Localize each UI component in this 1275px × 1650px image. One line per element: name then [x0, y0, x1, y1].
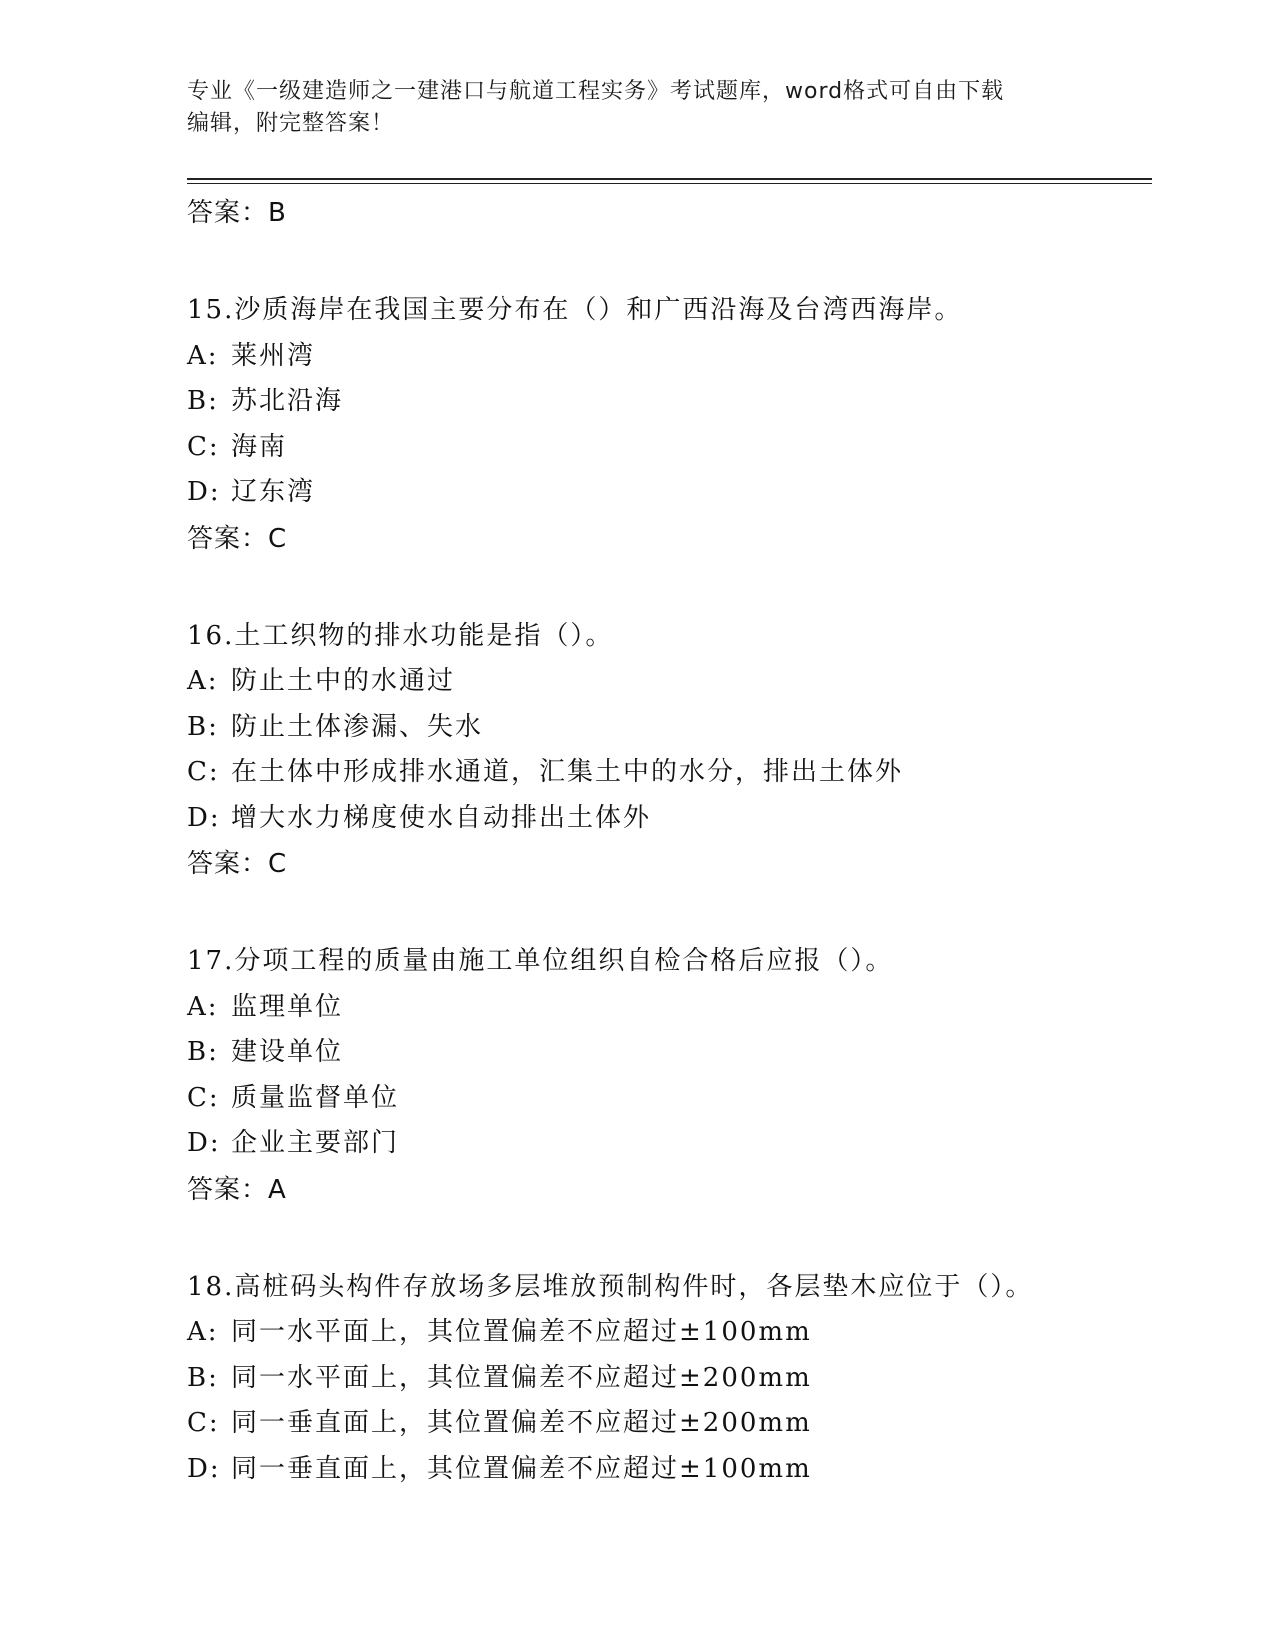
- option-letter: B:: [187, 386, 219, 416]
- option-letter: C:: [187, 1082, 220, 1113]
- option-text: 同一水平面上，其位置偏差不应超过±100mm: [231, 1317, 812, 1347]
- option-text: 莱州湾: [231, 340, 316, 371]
- option-letter: A:: [187, 991, 219, 1022]
- option-b: [187, 1356, 1147, 1402]
- option-letter: B:: [187, 711, 219, 742]
- question-block: [187, 939, 1147, 1213]
- option-text: 质量监督单位: [231, 1082, 400, 1113]
- option-d: [187, 1447, 1147, 1493]
- question-block: [187, 288, 1147, 562]
- header-line-2: 编辑，附完整答案！: [187, 111, 395, 136]
- question-stem: 15.沙质海岸在我国主要分布在（）和广西沿海及台湾西海岸。: [187, 295, 963, 325]
- option-letter: D:: [187, 1128, 221, 1158]
- header-divider-thin: [187, 183, 1152, 184]
- option-c: [187, 1401, 1147, 1447]
- option-text: 同一垂直面上，其位置偏差不应超过±100mm: [231, 1453, 812, 1484]
- question-stem: 18.高桩码头构件存放场多层堆放预制构件时，各层垫木应位于（）。: [187, 1271, 1034, 1302]
- question-block: [187, 614, 1147, 888]
- header-divider-thick: [187, 178, 1152, 180]
- option-text: 同一水平面上，其位置偏差不应超过±200mm: [231, 1362, 812, 1393]
- answer-line: 答案：C: [187, 849, 288, 879]
- option-text: 苏北沿海: [231, 386, 344, 416]
- option-b: [187, 379, 1147, 425]
- option-text: 监理单位: [231, 991, 344, 1022]
- option-text: 防止土体渗漏、失水: [231, 711, 484, 742]
- option-letter: D:: [187, 1453, 221, 1484]
- option-c: [187, 750, 1147, 796]
- option-b: [187, 705, 1147, 751]
- option-text: 同一垂直面上，其位置偏差不应超过±200mm: [231, 1408, 812, 1438]
- option-b: [187, 1030, 1147, 1076]
- option-letter: C:: [187, 757, 220, 787]
- option-letter: C:: [187, 1408, 220, 1438]
- option-a: [187, 1310, 1147, 1356]
- option-letter: A:: [187, 1317, 219, 1347]
- option-letter: C:: [187, 431, 220, 462]
- option-text: 海南: [231, 431, 288, 462]
- option-d: [187, 796, 1147, 842]
- option-text: 企业主要部门: [231, 1128, 400, 1158]
- option-letter: A:: [187, 666, 219, 696]
- option-letter: D:: [187, 477, 221, 507]
- document-body: [187, 190, 1147, 1492]
- header-line-1: 专业《一级建造师之一建港口与航道工程实务》考试题库，word格式可自由下载: [187, 79, 1005, 104]
- page-header: [187, 76, 1087, 140]
- question-stem: 17.分项工程的质量由施工单位组织自检合格后应报（）。: [187, 946, 894, 976]
- option-text: 防止土中的水通过: [231, 666, 456, 696]
- question-stem: 16.土工织物的排水功能是指（）。: [187, 620, 614, 651]
- option-text: 在土体中形成排水通道，汇集土中的水分，排出土体外: [231, 757, 904, 787]
- option-c: [187, 1076, 1147, 1122]
- option-text: 辽东湾: [231, 477, 316, 507]
- option-letter: D:: [187, 802, 221, 833]
- answer-line: 答案：C: [187, 523, 288, 554]
- option-text: 增大水力梯度使水自动排出土体外: [231, 802, 652, 833]
- option-a: [187, 659, 1147, 705]
- option-text: 建设单位: [231, 1037, 344, 1067]
- option-letter: A:: [187, 340, 219, 371]
- option-a: [187, 334, 1147, 380]
- option-c: [187, 425, 1147, 471]
- option-letter: B:: [187, 1362, 219, 1393]
- option-d: [187, 1121, 1147, 1167]
- option-letter: B:: [187, 1037, 219, 1067]
- answer-line: 答案：B: [187, 198, 287, 228]
- option-d: [187, 470, 1147, 516]
- answer-line: 答案：A: [187, 1174, 287, 1205]
- option-a: [187, 985, 1147, 1031]
- question-block: [187, 1265, 1147, 1493]
